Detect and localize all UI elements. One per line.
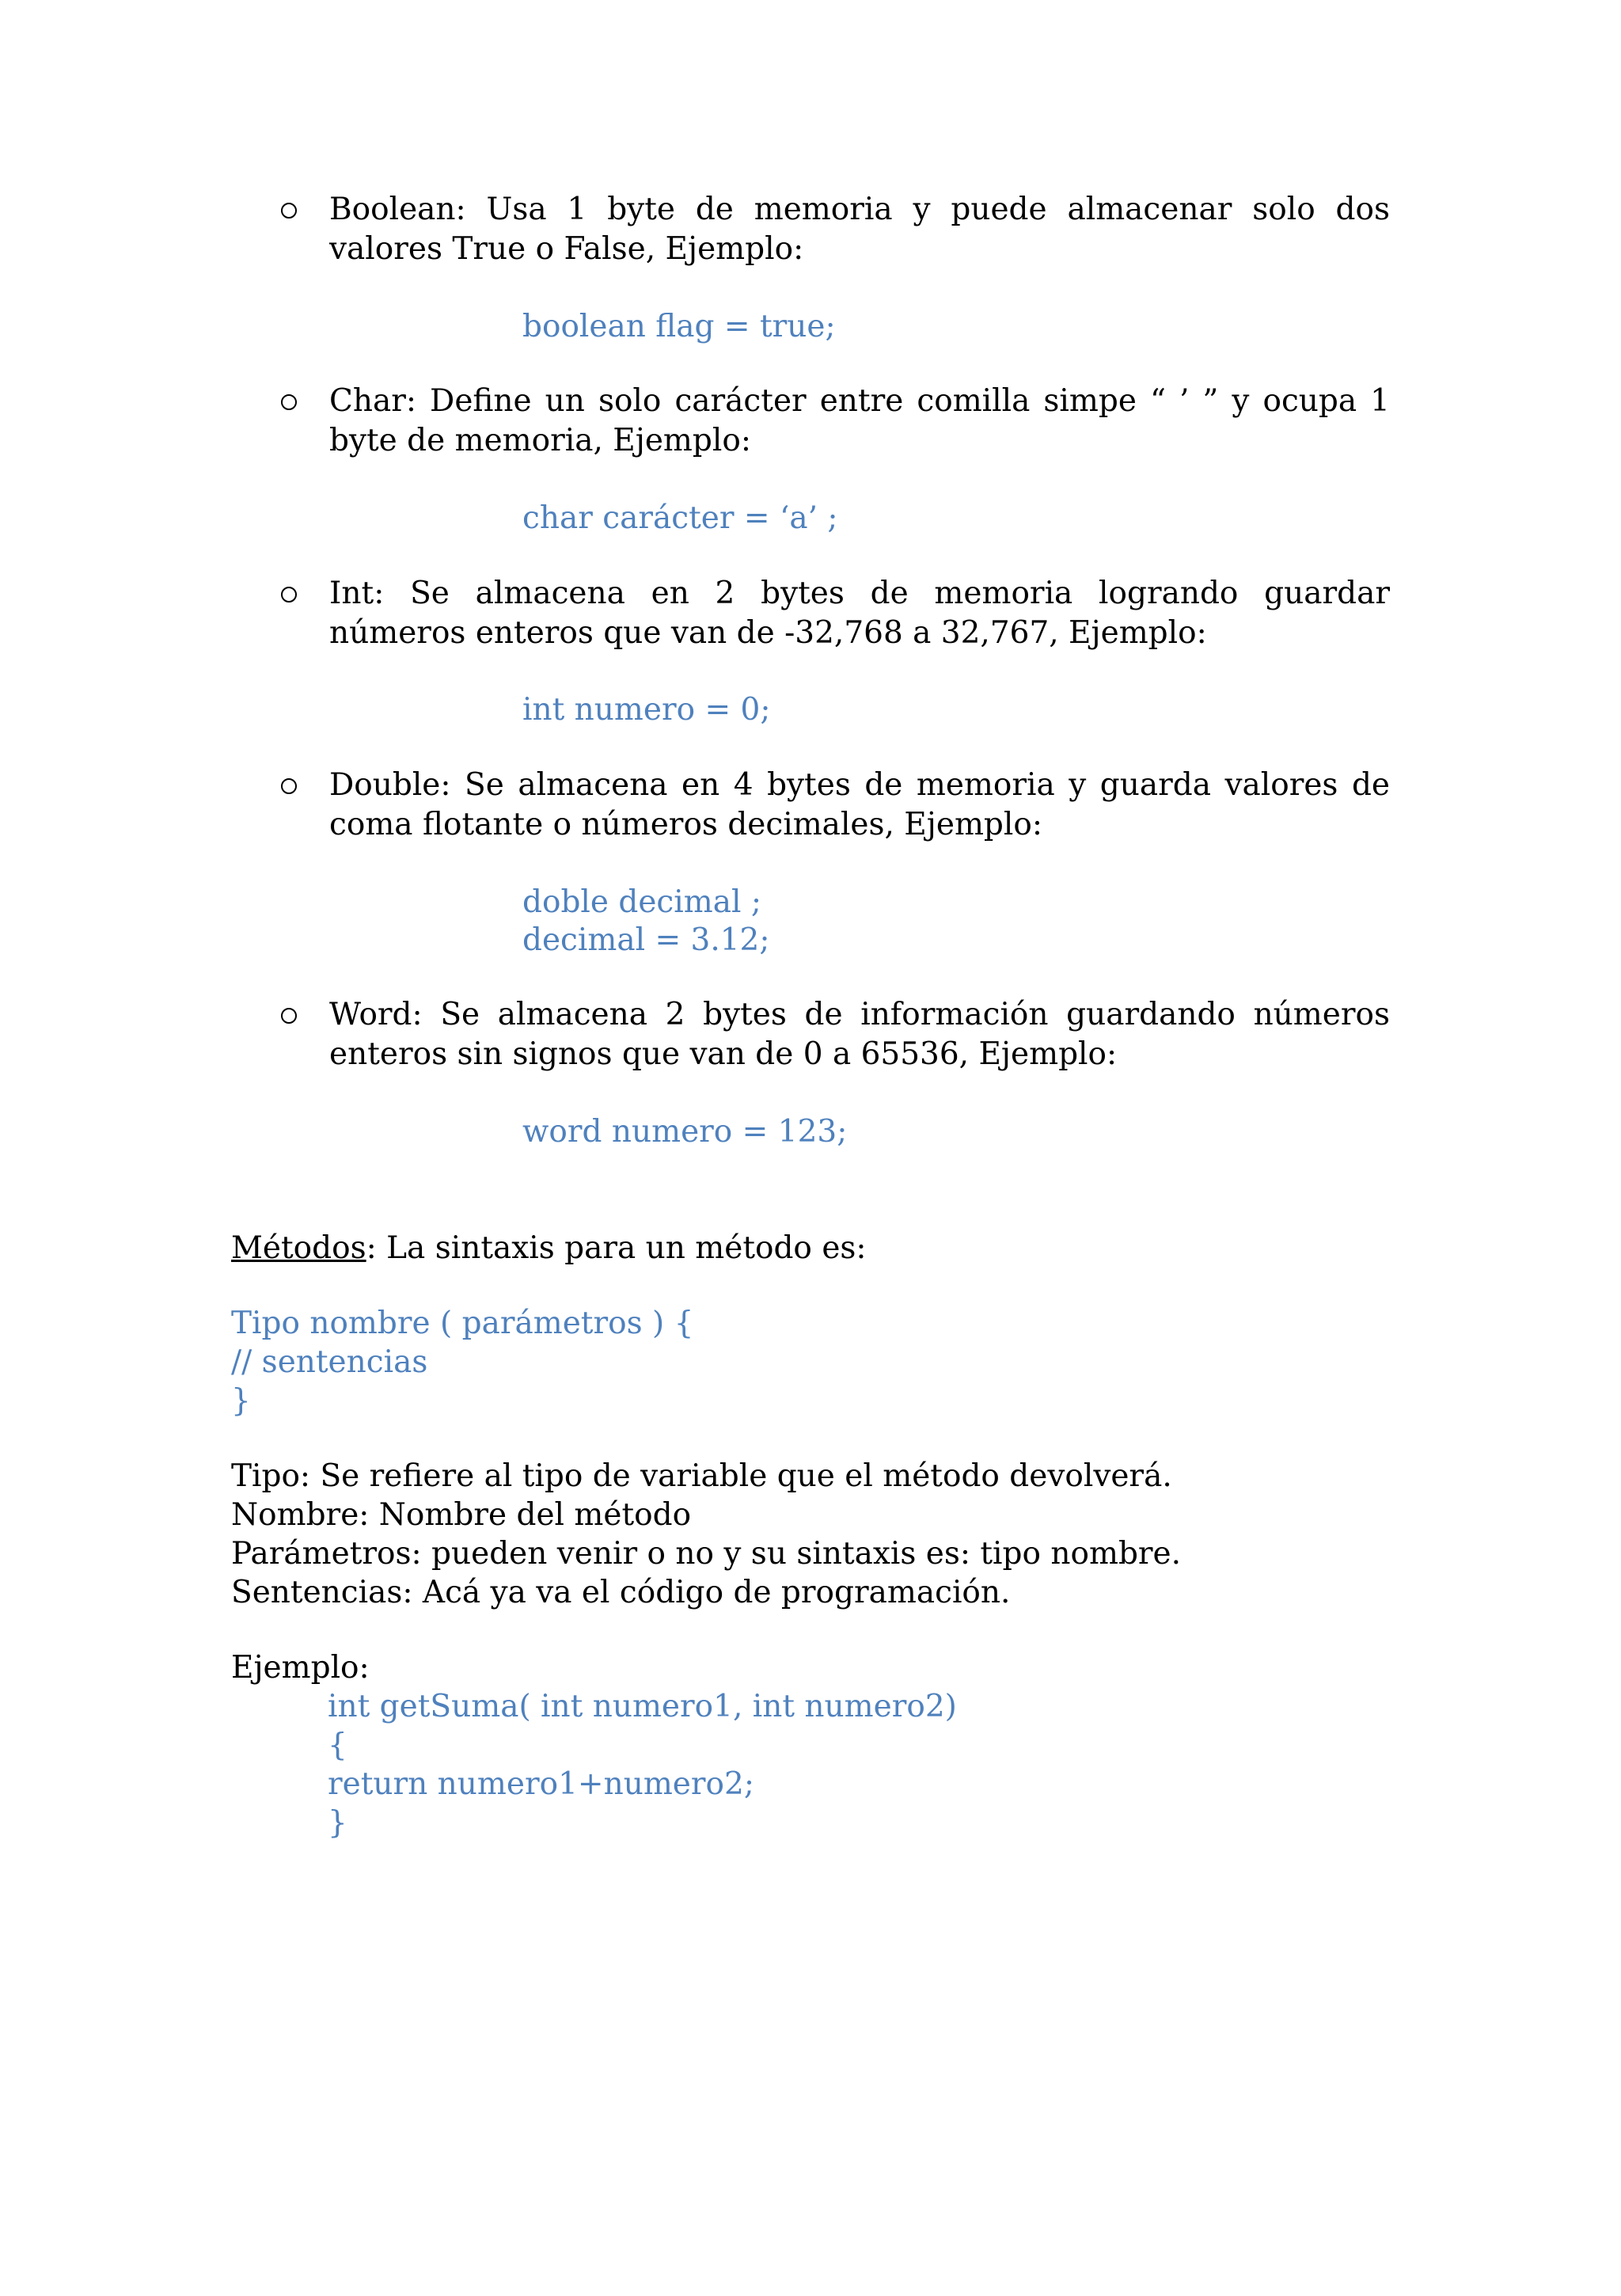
definition-sentencias: Sentencias: Acá ya va el código de programación. xyxy=(231,1575,1011,1610)
code-example-boolean: boolean flag = true; xyxy=(522,309,836,344)
example-label: Ejemplo: xyxy=(231,1650,370,1686)
definition-parametros: Parámetros: pueden venir o no y su sintaxis es: tipo nombre. xyxy=(231,1536,1182,1572)
bullet-icon xyxy=(281,1008,297,1024)
methods-intro-line xyxy=(231,1229,867,1268)
type-description-boolean: Boolean: Usa 1 byte de memoria y puede almacenar solo dos valores True o False, Ejemplo: xyxy=(329,192,1390,267)
code-example-char: char carácter = ‘a’ ; xyxy=(522,500,838,536)
type-description-int: Int: Se almacena en 2 bytes de memoria logrando guardar números enteros que van de -32,768 a 32,767, Ejemplo: xyxy=(329,576,1390,651)
code-example-int: int numero = 0; xyxy=(522,692,771,728)
methods-heading: Métodos xyxy=(231,1230,366,1266)
method-syntax-line3: } xyxy=(231,1383,251,1419)
bullet-icon xyxy=(281,778,297,794)
example-code-line3: return numero1+numero2; xyxy=(328,1766,754,1802)
example-code-line1: int getSuma( int numero1, int numero2) xyxy=(328,1689,957,1724)
type-description-char: Char: Define un solo carácter entre comilla simpe “ ’ ” y ocupa 1 byte de memoria, Ejemplo: xyxy=(329,383,1390,458)
example-code-line2: { xyxy=(328,1728,347,1763)
bullet-icon xyxy=(281,394,297,410)
bullet-icon xyxy=(281,587,297,603)
method-syntax-line2: // sentencias xyxy=(231,1344,428,1380)
definition-tipo: Tipo: Se refiere al tipo de variable que el método devolverá. xyxy=(231,1458,1172,1494)
code-example-double-line1: doble decimal ; xyxy=(522,884,761,920)
methods-intro: : La sintaxis para un método es: xyxy=(366,1230,867,1266)
definition-nombre: Nombre: Nombre del método xyxy=(231,1497,692,1533)
code-example-word: word numero = 123; xyxy=(522,1114,848,1150)
type-description-double: Double: Se almacena en 4 bytes de memoria y guarda valores de coma flotante o números decimales, Ejemplo: xyxy=(329,767,1390,842)
method-syntax-line1: Tipo nombre ( parámetros ) { xyxy=(231,1306,694,1341)
bullet-icon xyxy=(281,203,297,219)
example-code-line4: } xyxy=(328,1805,347,1841)
code-example-double-line2: decimal = 3.12; xyxy=(522,922,770,958)
type-description-word: Word: Se almacena 2 bytes de información guardando números enteros sin signos que van de 0 a 65536, Ejemplo: xyxy=(329,997,1390,1072)
